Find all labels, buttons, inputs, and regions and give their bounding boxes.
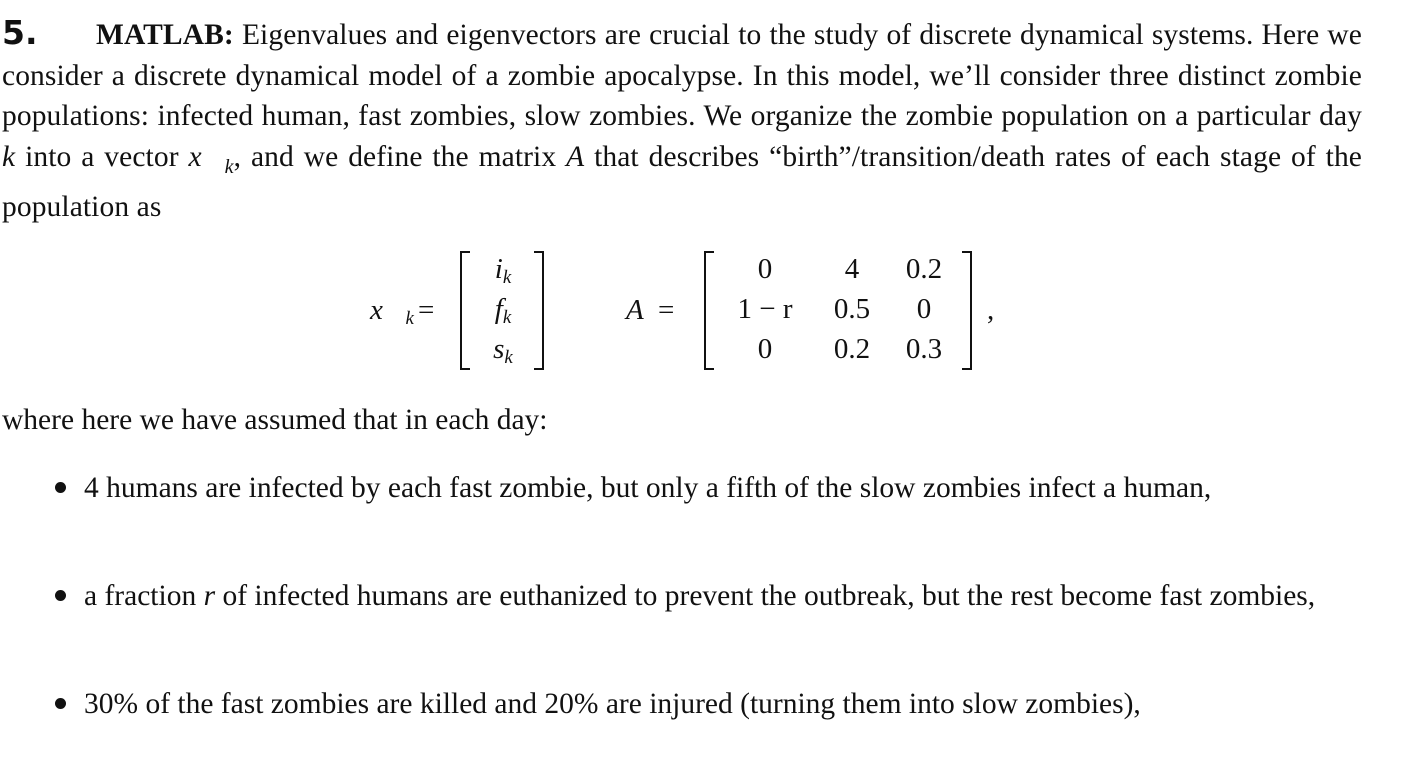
bullet-text-1: 4 humans are infected by each fast zombie, but only a fifth of the slow zombies infect a human,	[84, 472, 1212, 504]
vector-equals: =	[418, 294, 435, 326]
intro-text-1: Eigenvalues and eigenvectors are crucial to the study of discrete dynamical systems. Here we consider a discrete dynamical model of a zombie apocalypse. In this model, we’ll consider three distinct zombie populations: infected human, fast zombies, slow zombies. We organize the zombie population on a particular day	[2, 19, 1362, 132]
matrix-cell-r2c2: 0.5	[833, 293, 871, 325]
bullet-icon	[55, 698, 66, 709]
matrix-bracket-right	[962, 251, 972, 370]
bullet-icon	[55, 590, 66, 601]
intro-text-2: into a vector	[15, 140, 189, 173]
intro-text-3: , and we define the matrix	[233, 140, 567, 173]
matrix-cell-r1c3: 0.2	[905, 253, 943, 285]
matrix-cell-r3c2: 0.2	[833, 333, 871, 365]
bullet-text-2: a fraction r of infected humans are euthanized to prevent the outbreak, but the rest become fast zombies,	[84, 580, 1316, 612]
problem-intro	[2, 13, 1362, 227]
bullet-icon	[55, 482, 66, 493]
matrix-equals: =	[658, 294, 675, 326]
vec-x-sub: k	[224, 155, 234, 178]
matrix-cell-r3c1: 0	[757, 333, 773, 365]
problem-number: 5.	[2, 13, 38, 52]
vector-label: $x⃗_k$	[370, 294, 414, 329]
display-equation	[2, 248, 1364, 376]
mat-a: A	[566, 140, 585, 173]
assumption-intro: where here we have assumed that in each day:	[2, 404, 548, 436]
equation-comma: ,	[987, 294, 995, 326]
vector-entry-s: $s_k$	[493, 333, 513, 368]
matrix-label: A	[626, 294, 644, 326]
problem-label: MATLAB:	[96, 19, 234, 51]
vector-entry-i: $i_k$	[494, 253, 512, 288]
vector-bracket-right	[534, 251, 544, 370]
matrix-cell-r3c3: 0.3	[905, 333, 943, 365]
matrix-cell-r2c1: 1 − r	[737, 293, 793, 325]
var-k: k	[2, 140, 16, 173]
vec-x: x⃗	[188, 140, 225, 173]
vector-entry-f: $f_k$	[494, 293, 512, 328]
matrix-cell-r1c1: 0	[757, 253, 773, 285]
matrix-cell-r2c3: 0	[916, 293, 932, 325]
bullet-text-3: 30% of the fast zombies are killed and 20% are injured (turning them into slow zombies),	[84, 688, 1141, 720]
matrix-cell-r1c2: 4	[844, 253, 860, 285]
matrix-bracket-left	[704, 251, 714, 370]
intro-text-4: that describes “birth”/transition/death rates of each stage of the population as	[2, 140, 1362, 223]
